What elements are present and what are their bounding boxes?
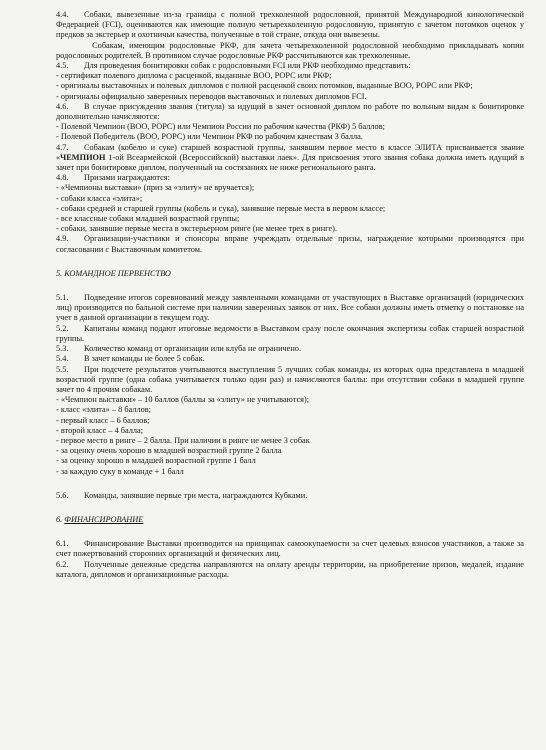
paragraph-4-6: 4.6. В случае присуждения звания (титула) за идущий в зачет основной диплом по работе по вольным видам к бонитировке дополнительно начисляются: bbox=[56, 101, 524, 122]
section-heading-6: 6. ФИНАНСИРОВАНИЕ bbox=[56, 514, 144, 524]
paragraph-4-4-rkf: Собакам, имеющим родословные РКФ, для зачета четырехколенной родословной необходимо прикладывать копии родословных родителей. В противном случае родословные РКФ рассчитываются как трехколенные. bbox=[56, 40, 525, 60]
section-heading-5: 5. КОМАНДНОЕ ПЕРВЕНСТВО bbox=[56, 268, 171, 278]
list-item: - Полевой Чемпион (ВОО, РОРС) или Чемпион России по рабочим качества (РКФ) 5 баллов; bbox=[56, 122, 385, 132]
list-item: - собаки, занявшие первые места в экстерьерном ринге (не менее трех в ринге). bbox=[56, 224, 337, 234]
list-item: - класс «элита» – 8 баллов; bbox=[56, 405, 151, 415]
paragraph-5-1: 5.1. Подведение итогов соревнований между заявленными командами от участвующих в Выставке организаций (юридических лиц) производится по бальной системе при наличии заверенных заявок от них. Все собаки должны иметь отметку о постановке на учет в данной организации в текущем году. bbox=[56, 293, 524, 323]
list-item: - оригиналы выставочных и полевых дипломов с полной расценкой своих потомков, выданные ВОО, РОРС или РКФ; bbox=[56, 81, 473, 91]
list-item: - за оценку очень хорошо в младшей возрастной группе 2 балла bbox=[56, 446, 282, 456]
paragraph-4-4: 4.4. Собаки, вывезенные из-за границы с полной трехколенной родословной, принятой Международной кинологической Федерацией (FCI), оцениваются как имеющие полную четырехколенную родословную, принятую с зачетом потомков оценок у предков за экстерьер и охотничьи качества, полученные в той стране, откуда они вывезены. bbox=[56, 10, 524, 40]
list-item: - первый класс – 6 баллов; bbox=[56, 415, 150, 425]
list-item: - все классные собаки младшей возрастной группы; bbox=[56, 214, 240, 224]
paragraph-4-9: 4.9. Организации-участники и спонсоры вправе учреждать отдельные призы, награждение которыми производятся при согласовании с Выставочным комитетом. bbox=[56, 234, 524, 254]
paragraph-4-8: 4.8. Призами награждаются: bbox=[56, 173, 170, 183]
list-item: - собаки средней и старшей группы (кобель и сука), занявшие первые места в первом классе; bbox=[56, 203, 386, 213]
paragraph-5-4: 5.4. В зачет команды не более 5 собак. bbox=[56, 354, 205, 364]
paragraph-6-1: 6.1. Финансирование Выставки производится на принципах самоокупаемости за счет целевых взносов участников, а также за счет пожертвований сторонних организаций и физических лиц. bbox=[56, 539, 524, 559]
paragraph-6-2: 6.2. Полученные денежные средства направляются на оплату аренды территории, на приобретение призов, медалей, издание каталога, дипломов и организационные расходы. bbox=[56, 559, 524, 579]
paragraph-5-2: 5.2. Капитаны команд подают итоговые ведомости в Выставком сразу после окончания экспертизы собак старшей возрастной группы. bbox=[56, 323, 524, 343]
list-item: - Полевой Победитель (ВОО, РОРС) или Чемпион РКФ по рабочим качествам 3 балла. bbox=[56, 132, 363, 142]
list-item: - второй класс – 4 балла; bbox=[56, 425, 144, 435]
list-item: - «Чемпион выставки» – 10 баллов (баллы за «элиту» не учитываются); bbox=[56, 395, 310, 405]
list-item: - сертификат полевого диплома с расценкой, выданные ВОО, РОРС или РКФ; bbox=[56, 71, 332, 81]
list-item: - «Чемпионы выставки» (приз за «элиту» не вручается); bbox=[56, 183, 255, 193]
paragraph-4-7: 4.7. Собакам (кобелю и суке) старшей возрастной группы, занявшим первое место в классе ЭЛИТА присваивается звание «ЧЕМПИОН 1-ой Всеармейской (Всероссийской) выставки лаек». Для присвоения этого звания собака должна иметь идущий в зачет при бонитировке диплом, полученный на состязаниях не ниже регионального ранга. bbox=[56, 142, 524, 173]
list-item: - первое место в ринге – 2 балла. При наличии в ринге не менее 3 собак bbox=[56, 435, 310, 445]
list-item: - за каждую суку в команде + 1 балл bbox=[56, 466, 184, 476]
list-item: - за оценку хорошо в младшей возрастной группе 1 балл bbox=[56, 456, 256, 466]
list-item: - оригиналы официально заверенных переводов выставочных и полевых дипломов FCI. bbox=[56, 91, 367, 101]
list-item: - собаки класса «элита»; bbox=[56, 193, 143, 203]
paragraph-5-5: 5.5. При подсчете результатов учитываются выступления 5 лучших собак команды, из которых одна представлена в младшей возрастной группе (одна собака учитывается только один раз) и начисляются баллы: при отсутствии собаки в младшей группе зачет по 4 прочим собакам. bbox=[56, 364, 524, 394]
paragraph-5-3: 5.3. Количество команд от организации или клуба не ограничено. bbox=[56, 344, 302, 354]
paragraph-4-5: 4.5. Для проведения бонитировки собак с родословными FCI или РКФ необходимо представить: bbox=[56, 61, 411, 71]
paragraph-5-6: 5.6. Команды, занявшие первые три места, награждаются Кубками. bbox=[56, 490, 308, 500]
